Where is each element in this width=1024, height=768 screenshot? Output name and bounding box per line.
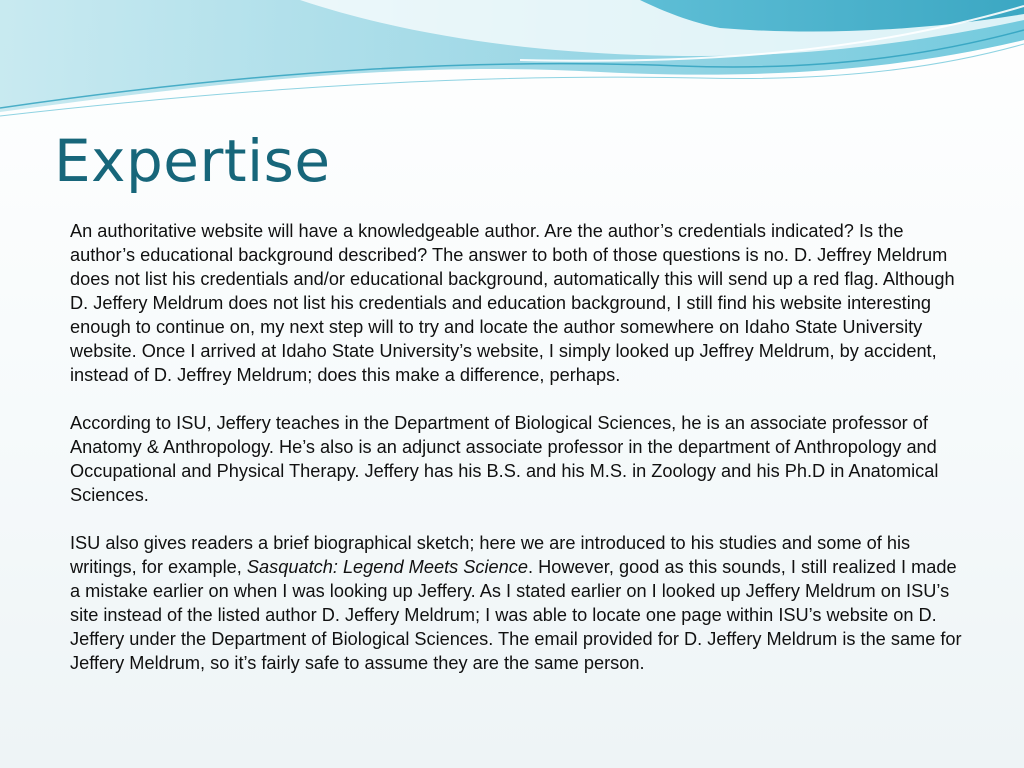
header-wave-decoration bbox=[0, 0, 1024, 120]
slide-body bbox=[70, 219, 970, 675]
book-title: Sasquatch: Legend Meets Science bbox=[246, 557, 528, 577]
paragraph-1: An authoritative website will have a knowledgeable author. Are the author’s credentials indicated? Is the author’s educational background described? The answer to both of those questions is no. D. Jeffrey Meldrum does not list his credentials and/or educational background, automatically this will send up a red flag. Although D. Jeffery Meldrum does not list his credentials and education background, I still find his website interesting enough to continue on, my next step will to try and locate the author somewhere on Idaho State University website. Once I arrived at Idaho State University’s website, I simply looked up Jeffrey Meldrum, by accident, instead of D. Jeffrey Meldrum; does this make a difference, perhaps. bbox=[70, 221, 955, 385]
paragraph-3-intro: ISU also gives readers a brief biographical sketch; here we are introduced to his studies and some of his writings, for example, bbox=[70, 533, 911, 577]
paragraph-3-rest: . However, good as this sounds, I still realized I made a mistake earlier on when I was looking up Jeffery. As I stated earlier on I looked up Jeffery Meldrum on ISU’s site instead of the listed author D. Jeffery Meldrum; I was able to locate one page within ISU’s website on D. Jeffery under the Department of Biological Sciences. The email provided for D. Jeffery Meldrum is the same for Jeffery Meldrum, so it’s fairly safe to assume they are the same person. bbox=[70, 557, 962, 673]
paragraph-3 bbox=[70, 531, 970, 675]
paragraph-2: According to ISU, Jeffery teaches in the Department of Biological Sciences, he is an associate professor of Anatomy & Anthropology. He’s also is an adjunct associate professor in the department of Anthropology and Occupational and Physical Therapy. Jeffery has his B.S. and his M.S. in Zoology and his Ph.D in Anatomical Sciences. bbox=[70, 413, 939, 505]
slide-title: Expertise bbox=[54, 127, 331, 195]
